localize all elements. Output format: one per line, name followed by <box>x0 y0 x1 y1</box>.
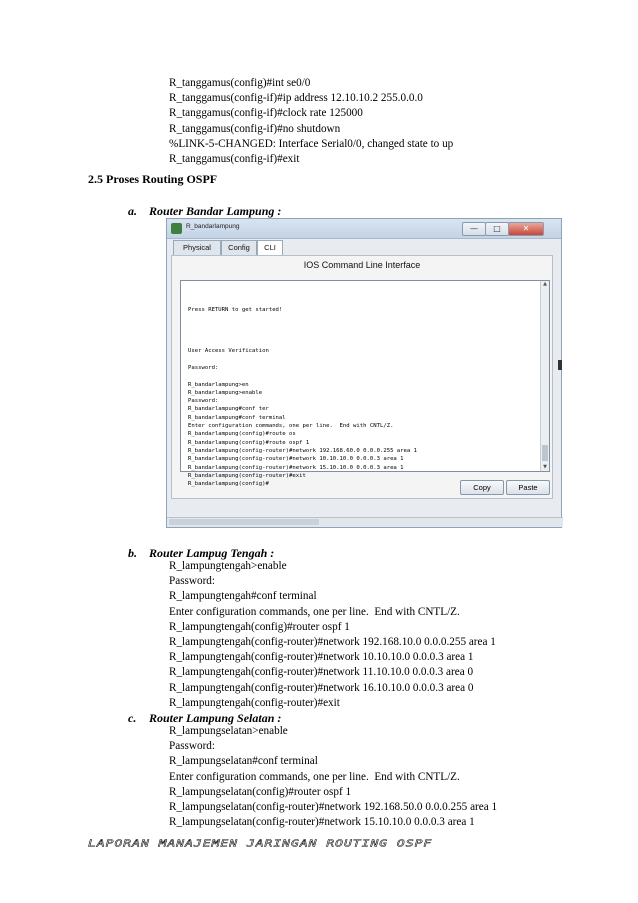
text-line: R_lampungtengah(config-router)#network 192.168.10.0 0.0.0.255 area 1 <box>169 635 496 648</box>
scroll-up-icon[interactable]: ▲ <box>543 281 547 287</box>
cli-scrollbar[interactable] <box>540 281 549 471</box>
text-line: Press RETURN to get started! <box>188 306 283 313</box>
text-line: Password: <box>169 575 215 588</box>
maximize-button[interactable]: □ <box>485 222 509 236</box>
tab-physical[interactable]: Physical <box>173 240 221 255</box>
text-line <box>188 322 417 330</box>
text-line: R_bandarlampung(config)#route os <box>188 431 296 438</box>
subheading-letter: a. <box>128 204 137 218</box>
text-line: R_lampungtengah#conf terminal <box>169 590 317 603</box>
text-line: R_lampungtengah(config-router)#exit <box>169 696 340 709</box>
router-app-icon <box>171 223 182 234</box>
horizontal-scrollbar-thumb[interactable] <box>169 519 319 525</box>
text-line <box>188 314 417 322</box>
text-line <box>188 281 417 289</box>
text-line: R_tanggamus(config-if)#clock rate 125000 <box>169 107 363 120</box>
scrollbar-thumb[interactable] <box>542 445 548 461</box>
subheading-letter: c. <box>128 711 137 725</box>
text-line: R_lampungtengah(config-router)#network 16.10.10.0 0.0.0.3 area 0 <box>169 681 474 694</box>
text-line: R_bandarlampung(config-router)#network 10.10.10.0 0.0.0.3 area 1 <box>188 456 404 463</box>
text-line: Password: <box>188 398 219 405</box>
subheading-bandar-lampung <box>128 204 281 219</box>
text-line <box>188 289 417 297</box>
text-line: R_lampungtengah>enable <box>169 560 287 572</box>
text-line: Enter configuration commands, one per line. End with CNTL/Z. <box>169 605 460 618</box>
text-line: R_lampungselatan>enable <box>169 725 288 737</box>
text-line: R_bandarlampung(config)# <box>188 481 269 488</box>
text-line: R_lampungtengah(config-router)#network 10.10.10.0 0.0.0.3 area 1 <box>169 651 474 664</box>
text-line <box>188 339 417 347</box>
text-line: R_lampungselatan(config-router)#network 192.168.50.0 0.0.0.255 area 1 <box>169 800 498 813</box>
router-cli-window <box>166 218 562 528</box>
text-line: R_bandarlampung(config)#route ospf 1 <box>188 439 310 446</box>
text-line <box>188 331 417 339</box>
text-line: R_lampungtengah(config)#router ospf 1 <box>169 620 350 633</box>
copy-button[interactable]: Copy <box>460 480 504 495</box>
text-line: User Access Verification <box>188 348 269 355</box>
page-footer: LAPORAN MANAJEMEN JARINGAN ROUTING OSPF <box>88 838 433 850</box>
text-line: Enter configuration commands, one per line. End with CNTL/Z. <box>188 423 394 430</box>
tab-cli[interactable]: CLI <box>257 240 283 256</box>
subheading-title: Router Lampug Tengah : <box>149 546 275 560</box>
text-line: R_bandarlampung#conf terminal <box>188 414 286 421</box>
text-line <box>188 298 417 306</box>
command-block-lampung-selatan <box>169 724 497 830</box>
text-line <box>188 356 417 364</box>
subheading-title: Router Bandar Lampung : <box>149 204 282 218</box>
scroll-down-icon[interactable]: ▼ <box>543 464 547 470</box>
text-line: R_bandarlampung#conf ter <box>188 406 269 413</box>
text-line: R_bandarlampung(config-router)#exit <box>188 472 306 479</box>
paste-button[interactable]: Paste <box>506 480 550 495</box>
edge-mark <box>558 360 562 370</box>
text-line: R_lampungselatan#conf terminal <box>169 755 318 768</box>
window-title: R_bandarlampung <box>186 223 240 230</box>
text-line: R_bandarlampung>en <box>188 381 249 388</box>
horizontal-scrollbar[interactable] <box>167 517 563 527</box>
text-line: R_tanggamus(config)#int se0/0 <box>169 77 311 89</box>
subheading-letter: b. <box>128 546 137 560</box>
tab-config[interactable]: Config <box>221 240 257 255</box>
cli-panel <box>171 255 553 499</box>
text-line: R_lampungtengah(config-router)#network 11.10.10.0 0.0.0.3 area 0 <box>169 666 474 679</box>
window-titlebar[interactable] <box>167 219 561 239</box>
command-block-lampung-tengah <box>169 559 496 711</box>
text-line: R_tanggamus(config-if)#exit <box>169 152 300 165</box>
close-button[interactable]: ✕ <box>508 222 544 236</box>
text-line: %LINK-5-CHANGED: Interface Serial0/0, changed state to up <box>169 137 454 150</box>
text-line: R_lampungselatan(config)#router ospf 1 <box>169 785 352 798</box>
panel-heading: IOS Command Line Interface <box>303 260 421 270</box>
text-line: R_bandarlampung(config-router)#network 15.10.10.0 0.0.0.3 area 1 <box>188 464 404 471</box>
text-line: R_tanggamus(config-if)#no shutdown <box>169 122 341 135</box>
minimize-button[interactable]: — <box>462 222 486 236</box>
command-block-tanggamus <box>169 76 453 167</box>
text-line: R_bandarlampung>enable <box>188 389 263 396</box>
text-line: R_tanggamus(config-if)#ip address 12.10.10.2 255.0.0.0 <box>169 92 423 105</box>
text-line: Password: <box>169 740 215 753</box>
text-line: Password: <box>188 364 219 371</box>
text-line <box>188 372 417 380</box>
subheading-title: Router Lampung Selatan : <box>149 711 282 725</box>
text-line: R_bandarlampung(config-router)#network 192.168.60.0 0.0.0.255 area 1 <box>188 447 418 454</box>
section-heading: 2.5 Proses Routing OSPF <box>88 172 218 186</box>
text-line: Enter configuration commands, one per line. End with CNTL/Z. <box>169 770 460 783</box>
cli-output <box>188 281 417 488</box>
text-line: R_lampungselatan(config-router)#network 15.10.10.0 0.0.0.3 area 1 <box>169 816 475 829</box>
